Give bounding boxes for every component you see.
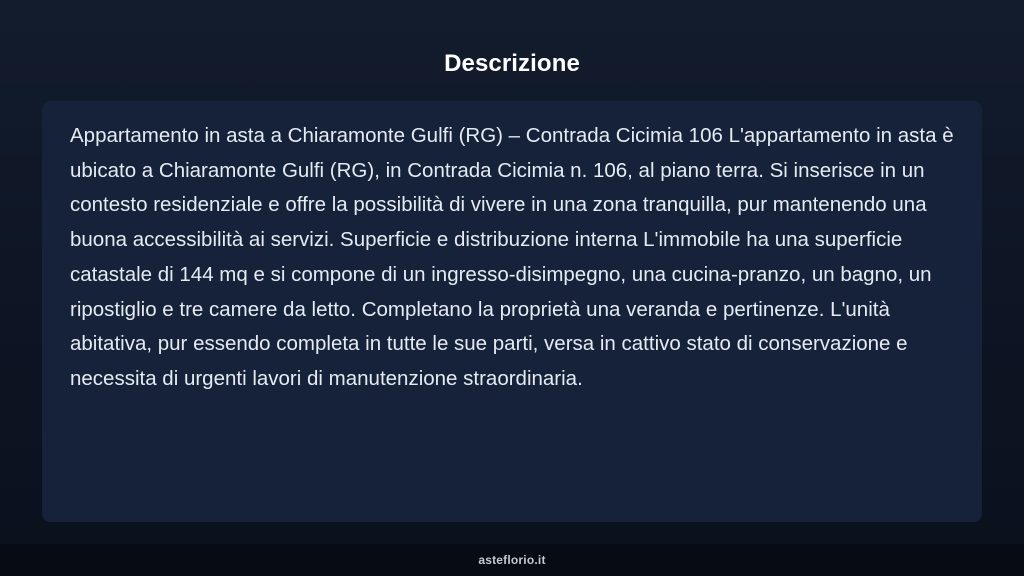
- description-text: Appartamento in asta a Chiaramonte Gulfi (RG) – Contrada Cicimia 106 L'appartamento in asta è ubicato a Chiaramonte Gulfi (RG), in Contrada Cicimia n. 106, al piano terra. Si inserisce in un contesto residenziale e offre la possibilità di vivere in una zona tranquilla, pur mantenendo una buona accessibilità ai servizi. Superficie e distribuzione interna L'immobile ha una superficie catastale di 144 mq e si compone di un ingresso-disimpegno, una cucina-pranzo, un bagno, un ripostiglio e tre camere da letto. Completano la proprietà una veranda e pertinenze. L'unità abitativa, pur essendo completa in tutte le sue parti, versa in cattivo stato di conservazione e necessita di urgenti lavori di manutenzione straordinaria.: [70, 124, 954, 390]
- footer-brand: asteflorio.it: [478, 553, 546, 567]
- page-title: Descrizione: [444, 50, 580, 77]
- footer-bar: [0, 544, 1024, 576]
- description-card: [42, 101, 982, 522]
